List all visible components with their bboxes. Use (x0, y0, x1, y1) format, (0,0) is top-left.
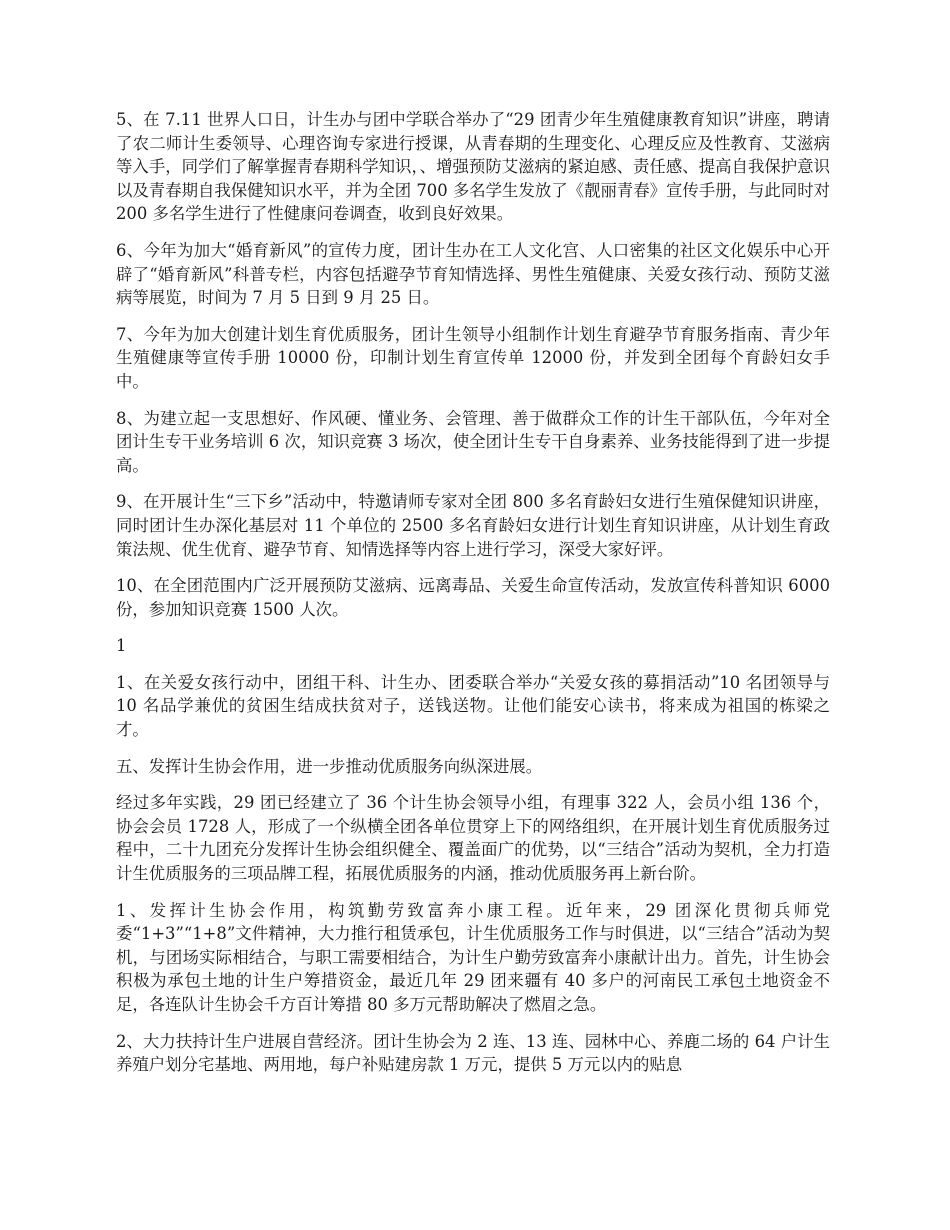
paragraph-association-role: 1、发挥计生协会作用，构筑勤劳致富奔小康工程。近年来，29 团深化贯彻兵师党委“1+3”“1+8”文件精神，大力推行租赁承包，计生优质服务工作与时俱进，以“三结合”活动为契机，与团场实际相结合，与职工需要相结合，为计生户勤劳致富奔小康献计出力。首先，计生协会积极为承包土地的计生户筹措资金，最近几年 29 团来疆有 40 多户的河南民工承包土地资金不足，各连队计生协会千方百计筹措 80 多万元帮助解决了燃眉之急。 (116, 900, 830, 1014)
section-heading-five: 五、发挥计生协会作用，进一步推动优质服务向纵深进展。 (116, 756, 543, 776)
paragraph-association-overview: 经过多年实践，29 团已经建立了 36 个计生协会领导小组，有理事 322 人，会员小组 136 个，协会会员 1728 人，形成了一个纵横全团各单位贯穿上下的网络组织，在开展计划生育优质服务过程中，二十九团充分发挥计生协会组织健全、覆盖面广的优势，以“三结合”活动为契机，全力打造计生优质服务的三项品牌工程，拓展优质服务的内涵，推动优质服务再上新台阶。 (116, 793, 830, 884)
paragraph-item-8: 8、为建立起一支思想好、作风硬、懂业务、会管理、善于做群众工作的计生干部队伍，今年对全团计生专干业务培训 6 次，知识竞赛 3 场次，使全团计生专干自身素养、业务技能得到了进一步提高。 (116, 408, 830, 475)
paragraph-self-economy: 2、大力扶持计生户进展自营经济。团计生协会为 2 连、13 连、园林中心、养鹿二场的 64 户计生养殖户划分宅基地、两用地，每户补贴建房款 1 万元，提供 5 万元以内的贴息 (116, 1031, 830, 1075)
paragraph-item-6: 6、今年为加大“婚育新风”的宣传力度，团计生办在工人文化宫、人口密集的社区文化娱乐中心开辟了“婚育新风”科普专栏，内容包括避孕节育知情选择、男性生殖健康、关爱女孩行动、预防艾滋病等展览，时间为 7 月 5 日到 9 月 25 日。 (116, 240, 830, 308)
paragraph-caring-girls: 1、在关爱女孩行动中，团组干科、计生办、团委联合举办“关爱女孩的募捐活动”10 名团领导与 10 名品学兼优的贫困生结成扶贫对子，送钱送物。让他们能安心读书，将来成为祖国的栋梁之才。 (116, 672, 830, 740)
document-body (116, 108, 830, 1090)
paragraph-item-5: 5、在 7.11 世界人口日，计生办与团中学联合举办了“29 团青少年生殖健康教育知识”讲座，聘请了农二师计生委领导、心理咨询专家进行授课，从青春期的生理变化、心理反应及性教育、艾滋病等入手，同学们了解掌握青春期科学知识，、增强预防艾滋病的紧迫感、责任感、提高自我保护意识以及青春期自我保健知识水平，并为全团 700 多名学生发放了《靓丽青春》宣传手册，与此同时对 200 多名学生进行了性健康问卷调查，收到良好效果。 (116, 110, 830, 224)
paragraph-item-10: 10、在全团范围内广泛开展预防艾滋病、远离毒品、关爱生命宣传活动，发放宣传科普知识 6000 份，参加知识竞赛 1500 人次。 (116, 576, 830, 619)
paragraph-item-9: 9、在开展计生“三下乡”活动中，特邀请师专家对全团 800 多名育龄妇女进行生殖保健知识讲座，同时团计生办深化基层对 11 个单位的 2500 多名育龄妇女进行计划生育知识讲座，从计划生育政策法规、优生优育、避孕节育、知情选择等内容上进行学习，深受大家好评。 (116, 492, 830, 559)
page-marker: 1 (116, 636, 127, 656)
paragraph-item-7: 7、今年为加大创建计划生育优质服务，团计生领导小组制作计划生育避孕节育服务指南、青少年生殖健康等宣传手册 10000 份，印制计划生育宣传单 12000 份，并发到全团每个育龄妇女手中。 (116, 324, 830, 391)
